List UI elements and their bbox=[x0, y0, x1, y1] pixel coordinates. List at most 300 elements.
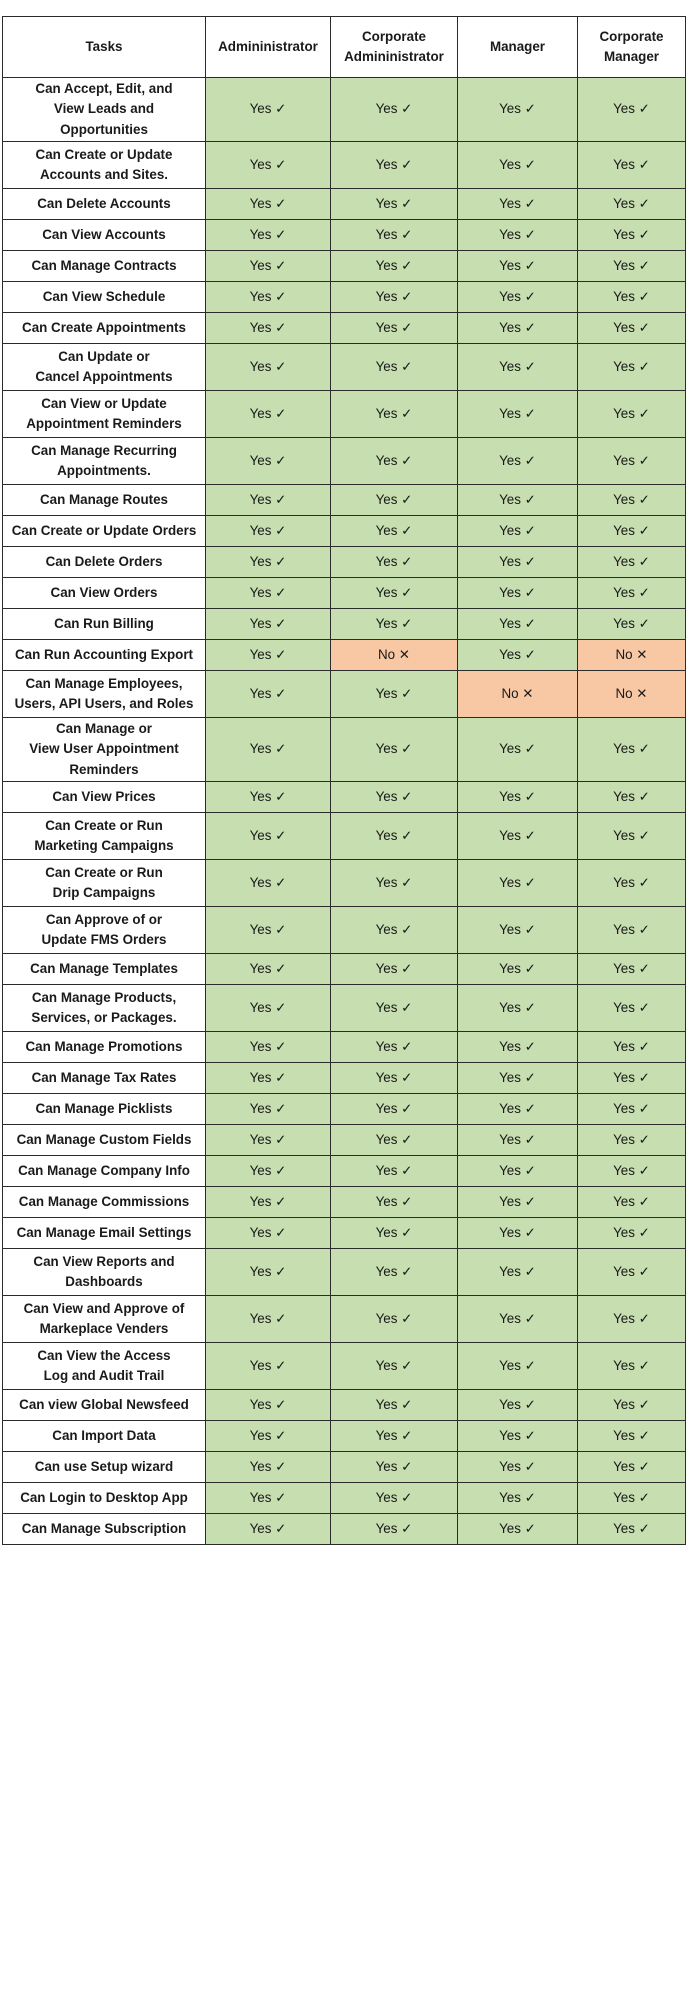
permission-cell-manager bbox=[458, 1063, 578, 1094]
table-row bbox=[3, 78, 686, 142]
permission-cell-corporate-administrator bbox=[331, 1390, 458, 1421]
permission-cell-manager bbox=[458, 578, 578, 609]
permission-yes-label: Yes ✓ bbox=[249, 874, 287, 890]
permission-cell-corporate-manager bbox=[578, 718, 686, 782]
header-corporate-administrator bbox=[331, 17, 458, 78]
permission-cell-administrator bbox=[206, 547, 331, 578]
permission-cell-manager bbox=[458, 1032, 578, 1063]
permission-yes-label: Yes ✓ bbox=[499, 553, 536, 569]
permission-cell-corporate-administrator bbox=[331, 1187, 458, 1218]
permission-cell-corporate-manager bbox=[578, 282, 686, 313]
header-label: Manager bbox=[489, 38, 546, 54]
permission-yes-label: Yes ✓ bbox=[499, 288, 536, 304]
permission-cell-administrator bbox=[206, 1390, 331, 1421]
permission-cell-corporate-administrator bbox=[331, 78, 458, 142]
table-row bbox=[3, 718, 686, 782]
permission-yes-label: Yes ✓ bbox=[375, 288, 413, 304]
table-row bbox=[3, 1156, 686, 1187]
table-row bbox=[3, 251, 686, 282]
permission-cell-corporate-manager bbox=[578, 578, 686, 609]
table-row bbox=[3, 516, 686, 547]
permission-yes-label: Yes ✓ bbox=[375, 553, 413, 569]
permission-cell-administrator bbox=[206, 1094, 331, 1125]
table-row bbox=[3, 485, 686, 516]
permission-yes-label: Yes ✓ bbox=[375, 685, 413, 701]
header-label: Corporate Manager bbox=[599, 28, 664, 64]
permission-yes-label: Yes ✓ bbox=[375, 1396, 413, 1412]
permission-cell-corporate-manager bbox=[578, 1452, 686, 1483]
permission-yes-label: Yes ✓ bbox=[499, 960, 536, 976]
permission-yes-label: Yes ✓ bbox=[375, 1069, 413, 1085]
permission-yes-label: Yes ✓ bbox=[613, 1038, 650, 1054]
permission-yes-label: Yes ✓ bbox=[613, 257, 650, 273]
permission-yes-label: Yes ✓ bbox=[375, 1357, 413, 1373]
permission-yes-label: Yes ✓ bbox=[249, 584, 287, 600]
permission-yes-label: Yes ✓ bbox=[249, 491, 287, 507]
permission-cell-corporate-administrator bbox=[331, 782, 458, 813]
permission-yes-label: Yes ✓ bbox=[249, 257, 287, 273]
permission-yes-label: Yes ✓ bbox=[499, 1357, 536, 1373]
permission-cell-manager bbox=[458, 907, 578, 954]
permission-yes-label: Yes ✓ bbox=[499, 921, 536, 937]
permission-yes-label: Yes ✓ bbox=[499, 1038, 536, 1054]
permission-cell-corporate-administrator bbox=[331, 1063, 458, 1094]
permission-cell-corporate-manager bbox=[578, 313, 686, 344]
permission-cell-administrator bbox=[206, 313, 331, 344]
permission-yes-label: Yes ✓ bbox=[375, 1489, 413, 1505]
task-cell: Can Manage Products, Services, or Packages. bbox=[3, 985, 206, 1032]
permission-yes-label: Yes ✓ bbox=[613, 1263, 650, 1279]
permission-cell-administrator bbox=[206, 344, 331, 391]
task-cell: Can Manage Email Settings bbox=[3, 1218, 206, 1249]
permission-cell-corporate-manager bbox=[578, 813, 686, 860]
task-cell: Can Manage Company Info bbox=[3, 1156, 206, 1187]
permission-yes-label: Yes ✓ bbox=[375, 827, 413, 843]
permission-yes-label: Yes ✓ bbox=[249, 615, 287, 631]
permission-cell-manager bbox=[458, 1343, 578, 1390]
permission-cell-corporate-manager bbox=[578, 1125, 686, 1156]
permission-cell-administrator bbox=[206, 1125, 331, 1156]
permission-yes-label: Yes ✓ bbox=[375, 921, 413, 937]
task-cell: Can Manage Subscription bbox=[3, 1514, 206, 1545]
permission-cell-manager bbox=[458, 516, 578, 547]
permission-yes-label: Yes ✓ bbox=[499, 491, 536, 507]
table-row bbox=[3, 1390, 686, 1421]
permission-yes-label: Yes ✓ bbox=[249, 1310, 287, 1326]
task-cell: Can Manage Tax Rates bbox=[3, 1063, 206, 1094]
permission-cell-administrator bbox=[206, 1452, 331, 1483]
permission-yes-label: Yes ✓ bbox=[613, 999, 650, 1015]
permission-yes-label: Yes ✓ bbox=[249, 1100, 287, 1116]
permission-yes-label: Yes ✓ bbox=[613, 226, 650, 242]
permission-cell-administrator bbox=[206, 516, 331, 547]
permission-yes-label: Yes ✓ bbox=[249, 1224, 287, 1240]
task-cell: Can Create or Update Accounts and Sites. bbox=[3, 142, 206, 189]
permission-yes-label: Yes ✓ bbox=[613, 921, 650, 937]
permission-yes-label: Yes ✓ bbox=[499, 1458, 536, 1474]
permission-cell-corporate-manager bbox=[578, 485, 686, 516]
permission-yes-label: Yes ✓ bbox=[499, 358, 536, 374]
permission-yes-label: Yes ✓ bbox=[249, 405, 287, 421]
permission-yes-label: Yes ✓ bbox=[613, 1458, 650, 1474]
permission-cell-corporate-manager bbox=[578, 1156, 686, 1187]
permission-yes-label: Yes ✓ bbox=[249, 452, 287, 468]
permission-yes-label: Yes ✓ bbox=[249, 156, 287, 172]
permission-cell-manager bbox=[458, 1187, 578, 1218]
permission-cell-administrator bbox=[206, 189, 331, 220]
permission-yes-label: Yes ✓ bbox=[499, 999, 536, 1015]
task-cell: Can use Setup wizard bbox=[3, 1452, 206, 1483]
permission-yes-label: Yes ✓ bbox=[613, 553, 650, 569]
permission-yes-label: Yes ✓ bbox=[499, 874, 536, 890]
permission-yes-label: Yes ✓ bbox=[375, 584, 413, 600]
table-row bbox=[3, 344, 686, 391]
permission-yes-label: Yes ✓ bbox=[613, 1131, 650, 1147]
permission-cell-administrator bbox=[206, 1063, 331, 1094]
task-cell: Can Manage Routes bbox=[3, 485, 206, 516]
task-cell: Can View Prices bbox=[3, 782, 206, 813]
permission-yes-label: Yes ✓ bbox=[613, 319, 650, 335]
permission-yes-label: Yes ✓ bbox=[249, 1038, 287, 1054]
permission-cell-manager bbox=[458, 671, 578, 718]
permission-cell-manager bbox=[458, 391, 578, 438]
task-cell: Can Accept, Edit, and View Leads and Opportunities bbox=[3, 78, 206, 142]
header-label: Tasks bbox=[85, 38, 123, 54]
permission-cell-corporate-administrator bbox=[331, 954, 458, 985]
permission-cell-corporate-manager bbox=[578, 1063, 686, 1094]
permission-yes-label: Yes ✓ bbox=[249, 646, 287, 662]
permission-yes-label: Yes ✓ bbox=[249, 1193, 287, 1209]
permission-yes-label: Yes ✓ bbox=[375, 101, 413, 117]
permission-cell-manager bbox=[458, 547, 578, 578]
permission-cell-corporate-administrator bbox=[331, 251, 458, 282]
table-row bbox=[3, 547, 686, 578]
permission-yes-label: Yes ✓ bbox=[613, 156, 650, 172]
permission-cell-corporate-administrator bbox=[331, 1343, 458, 1390]
permission-cell-corporate-manager bbox=[578, 985, 686, 1032]
permission-cell-manager bbox=[458, 718, 578, 782]
permission-cell-corporate-manager bbox=[578, 860, 686, 907]
permission-cell-corporate-administrator bbox=[331, 282, 458, 313]
permission-cell-administrator bbox=[206, 1156, 331, 1187]
permission-no-label: No ✕ bbox=[377, 646, 411, 662]
table-row bbox=[3, 985, 686, 1032]
permission-cell-corporate-manager bbox=[578, 220, 686, 251]
permission-cell-corporate-administrator bbox=[331, 671, 458, 718]
task-cell: Can Approve of or Update FMS Orders bbox=[3, 907, 206, 954]
permission-yes-label: Yes ✓ bbox=[249, 741, 287, 757]
permission-cell-corporate-manager bbox=[578, 78, 686, 142]
permission-cell-corporate-administrator bbox=[331, 578, 458, 609]
task-cell: Can Delete Accounts bbox=[3, 189, 206, 220]
permission-yes-label: Yes ✓ bbox=[375, 1131, 413, 1147]
permission-cell-corporate-administrator bbox=[331, 313, 458, 344]
permission-yes-label: Yes ✓ bbox=[499, 1162, 536, 1178]
permission-cell-manager bbox=[458, 344, 578, 391]
permission-cell-corporate-administrator bbox=[331, 1452, 458, 1483]
permission-yes-label: Yes ✓ bbox=[613, 1396, 650, 1412]
table-row bbox=[3, 1218, 686, 1249]
permission-yes-label: Yes ✓ bbox=[249, 1427, 287, 1443]
permission-yes-label: Yes ✓ bbox=[375, 156, 413, 172]
permission-yes-label: Yes ✓ bbox=[375, 999, 413, 1015]
permission-yes-label: Yes ✓ bbox=[375, 960, 413, 976]
permission-cell-corporate-administrator bbox=[331, 1421, 458, 1452]
permission-yes-label: Yes ✓ bbox=[613, 1224, 650, 1240]
permission-yes-label: Yes ✓ bbox=[613, 1162, 650, 1178]
permission-cell-corporate-manager bbox=[578, 142, 686, 189]
permission-yes-label: Yes ✓ bbox=[375, 358, 413, 374]
permission-yes-label: Yes ✓ bbox=[375, 1427, 413, 1443]
permission-cell-corporate-manager bbox=[578, 640, 686, 671]
task-cell: Can View Reports and Dashboards bbox=[3, 1249, 206, 1296]
permission-yes-label: Yes ✓ bbox=[375, 741, 413, 757]
permission-cell-corporate-administrator bbox=[331, 1032, 458, 1063]
permission-cell-administrator bbox=[206, 813, 331, 860]
permission-cell-corporate-administrator bbox=[331, 391, 458, 438]
table-row bbox=[3, 640, 686, 671]
permission-yes-label: Yes ✓ bbox=[375, 319, 413, 335]
permission-cell-corporate-administrator bbox=[331, 516, 458, 547]
table-row bbox=[3, 282, 686, 313]
permission-yes-label: Yes ✓ bbox=[613, 584, 650, 600]
permission-yes-label: Yes ✓ bbox=[499, 1100, 536, 1116]
permission-cell-corporate-administrator bbox=[331, 1218, 458, 1249]
permission-cell-corporate-manager bbox=[578, 438, 686, 485]
permission-cell-administrator bbox=[206, 438, 331, 485]
permission-cell-corporate-manager bbox=[578, 954, 686, 985]
task-cell: Can Manage Templates bbox=[3, 954, 206, 985]
task-cell: Can Import Data bbox=[3, 1421, 206, 1452]
permission-cell-corporate-manager bbox=[578, 1032, 686, 1063]
permission-yes-label: Yes ✓ bbox=[499, 452, 536, 468]
permission-yes-label: Yes ✓ bbox=[249, 522, 287, 538]
permission-yes-label: Yes ✓ bbox=[249, 1396, 287, 1412]
permission-cell-corporate-manager bbox=[578, 344, 686, 391]
permission-yes-label: Yes ✓ bbox=[375, 257, 413, 273]
permission-cell-corporate-administrator bbox=[331, 485, 458, 516]
permission-yes-label: Yes ✓ bbox=[249, 788, 287, 804]
permission-cell-administrator bbox=[206, 578, 331, 609]
table-row bbox=[3, 1125, 686, 1156]
permission-cell-manager bbox=[458, 251, 578, 282]
permission-cell-manager bbox=[458, 1390, 578, 1421]
permission-yes-label: Yes ✓ bbox=[499, 1489, 536, 1505]
permission-yes-label: Yes ✓ bbox=[613, 1520, 650, 1536]
permission-cell-administrator bbox=[206, 251, 331, 282]
table-row bbox=[3, 1032, 686, 1063]
header-corporate-manager bbox=[578, 17, 686, 78]
permission-cell-corporate-manager bbox=[578, 1249, 686, 1296]
task-cell: Can Create or Run Marketing Campaigns bbox=[3, 813, 206, 860]
header-label: Corporate Admininistrator bbox=[344, 28, 444, 64]
permission-yes-label: Yes ✓ bbox=[499, 195, 536, 211]
permission-cell-corporate-administrator bbox=[331, 142, 458, 189]
permission-cell-corporate-manager bbox=[578, 1421, 686, 1452]
permission-cell-administrator bbox=[206, 485, 331, 516]
permission-yes-label: Yes ✓ bbox=[499, 257, 536, 273]
header-tasks bbox=[3, 17, 206, 78]
permission-cell-manager bbox=[458, 1296, 578, 1343]
permission-no-label: No ✕ bbox=[615, 646, 648, 662]
permission-yes-label: Yes ✓ bbox=[613, 195, 650, 211]
permission-yes-label: Yes ✓ bbox=[375, 1193, 413, 1209]
permission-yes-label: Yes ✓ bbox=[375, 1224, 413, 1240]
permission-yes-label: Yes ✓ bbox=[499, 1193, 536, 1209]
table-row bbox=[3, 313, 686, 344]
permission-no-label: No ✕ bbox=[615, 685, 648, 701]
table-body bbox=[3, 78, 686, 1545]
permission-cell-administrator bbox=[206, 907, 331, 954]
permission-cell-corporate-administrator bbox=[331, 1296, 458, 1343]
permission-yes-label: Yes ✓ bbox=[613, 358, 650, 374]
permission-cell-manager bbox=[458, 313, 578, 344]
permission-cell-manager bbox=[458, 1483, 578, 1514]
permission-cell-manager bbox=[458, 142, 578, 189]
permission-cell-corporate-administrator bbox=[331, 907, 458, 954]
permission-yes-label: Yes ✓ bbox=[613, 1193, 650, 1209]
table-row bbox=[3, 1094, 686, 1125]
permission-yes-label: Yes ✓ bbox=[613, 615, 650, 631]
permission-cell-manager bbox=[458, 1514, 578, 1545]
permission-yes-label: Yes ✓ bbox=[375, 1310, 413, 1326]
permission-yes-label: Yes ✓ bbox=[499, 226, 536, 242]
permission-cell-corporate-administrator bbox=[331, 438, 458, 485]
permission-cell-corporate-manager bbox=[578, 671, 686, 718]
table-row bbox=[3, 1483, 686, 1514]
task-cell: Can Run Billing bbox=[3, 609, 206, 640]
task-cell: Can Create Appointments bbox=[3, 313, 206, 344]
permission-yes-label: Yes ✓ bbox=[375, 452, 413, 468]
permission-yes-label: Yes ✓ bbox=[249, 1458, 287, 1474]
permission-cell-manager bbox=[458, 282, 578, 313]
table-row bbox=[3, 907, 686, 954]
permission-yes-label: Yes ✓ bbox=[613, 1069, 650, 1085]
permission-yes-label: Yes ✓ bbox=[375, 522, 413, 538]
permission-cell-administrator bbox=[206, 1218, 331, 1249]
permission-cell-corporate-manager bbox=[578, 1094, 686, 1125]
task-cell: Can Manage Recurring Appointments. bbox=[3, 438, 206, 485]
table-row bbox=[3, 1514, 686, 1545]
permission-cell-manager bbox=[458, 220, 578, 251]
permission-yes-label: Yes ✓ bbox=[499, 584, 536, 600]
permission-cell-corporate-administrator bbox=[331, 1125, 458, 1156]
task-cell: Can View Accounts bbox=[3, 220, 206, 251]
table-row bbox=[3, 1452, 686, 1483]
task-cell: Can view Global Newsfeed bbox=[3, 1390, 206, 1421]
permission-yes-label: Yes ✓ bbox=[249, 1131, 287, 1147]
permission-cell-corporate-manager bbox=[578, 189, 686, 220]
permission-yes-label: Yes ✓ bbox=[499, 1427, 536, 1443]
permission-cell-corporate-administrator bbox=[331, 344, 458, 391]
permission-yes-label: Yes ✓ bbox=[499, 1263, 536, 1279]
permission-yes-label: Yes ✓ bbox=[375, 195, 413, 211]
table-row bbox=[3, 813, 686, 860]
permission-cell-corporate-manager bbox=[578, 907, 686, 954]
task-cell: Can Run Accounting Export bbox=[3, 640, 206, 671]
permission-yes-label: Yes ✓ bbox=[499, 615, 536, 631]
permission-yes-label: Yes ✓ bbox=[375, 491, 413, 507]
task-cell: Can View the Access Log and Audit Trail bbox=[3, 1343, 206, 1390]
permission-cell-administrator bbox=[206, 1249, 331, 1296]
permission-yes-label: Yes ✓ bbox=[499, 1520, 536, 1536]
permission-cell-corporate-administrator bbox=[331, 609, 458, 640]
permission-yes-label: Yes ✓ bbox=[499, 101, 536, 117]
permission-yes-label: Yes ✓ bbox=[613, 1310, 650, 1326]
permission-cell-corporate-administrator bbox=[331, 547, 458, 578]
permission-yes-label: Yes ✓ bbox=[249, 553, 287, 569]
permission-yes-label: Yes ✓ bbox=[613, 491, 650, 507]
permission-yes-label: Yes ✓ bbox=[249, 960, 287, 976]
permission-cell-administrator bbox=[206, 142, 331, 189]
permission-yes-label: Yes ✓ bbox=[375, 1263, 413, 1279]
permission-cell-corporate-administrator bbox=[331, 1156, 458, 1187]
permission-yes-label: Yes ✓ bbox=[613, 452, 650, 468]
permission-cell-administrator bbox=[206, 1343, 331, 1390]
table-row bbox=[3, 142, 686, 189]
task-cell: Can Manage Picklists bbox=[3, 1094, 206, 1125]
permission-no-label: No ✕ bbox=[501, 685, 534, 701]
permission-yes-label: Yes ✓ bbox=[613, 741, 650, 757]
permission-yes-label: Yes ✓ bbox=[499, 1396, 536, 1412]
permission-cell-corporate-manager bbox=[578, 1483, 686, 1514]
header-administrator bbox=[206, 17, 331, 78]
task-cell: Can Manage Promotions bbox=[3, 1032, 206, 1063]
permission-cell-manager bbox=[458, 1249, 578, 1296]
table-row bbox=[3, 1063, 686, 1094]
permission-cell-administrator bbox=[206, 1296, 331, 1343]
permission-cell-administrator bbox=[206, 1483, 331, 1514]
task-cell: Can Manage Employees, Users, API Users, and Roles bbox=[3, 671, 206, 718]
permission-cell-manager bbox=[458, 782, 578, 813]
permission-cell-corporate-administrator bbox=[331, 1483, 458, 1514]
permission-cell-administrator bbox=[206, 671, 331, 718]
permission-yes-label: Yes ✓ bbox=[375, 1458, 413, 1474]
permission-cell-manager bbox=[458, 813, 578, 860]
permission-yes-label: Yes ✓ bbox=[375, 405, 413, 421]
permission-yes-label: Yes ✓ bbox=[249, 1489, 287, 1505]
permission-cell-corporate-administrator bbox=[331, 1249, 458, 1296]
permission-yes-label: Yes ✓ bbox=[613, 1100, 650, 1116]
permission-yes-label: Yes ✓ bbox=[499, 1131, 536, 1147]
permission-cell-administrator bbox=[206, 391, 331, 438]
permission-yes-label: Yes ✓ bbox=[499, 1224, 536, 1240]
permission-yes-label: Yes ✓ bbox=[375, 874, 413, 890]
permission-cell-manager bbox=[458, 1156, 578, 1187]
permission-cell-corporate-manager bbox=[578, 1296, 686, 1343]
permission-cell-administrator bbox=[206, 78, 331, 142]
task-cell: Can View Schedule bbox=[3, 282, 206, 313]
task-cell: Can Delete Orders bbox=[3, 547, 206, 578]
permission-cell-corporate-manager bbox=[578, 1187, 686, 1218]
permission-cell-manager bbox=[458, 189, 578, 220]
permission-yes-label: Yes ✓ bbox=[249, 288, 287, 304]
table-row bbox=[3, 1421, 686, 1452]
permission-cell-corporate-administrator bbox=[331, 985, 458, 1032]
permission-yes-label: Yes ✓ bbox=[613, 1427, 650, 1443]
permission-cell-corporate-manager bbox=[578, 1343, 686, 1390]
permission-cell-corporate-manager bbox=[578, 516, 686, 547]
header-manager bbox=[458, 17, 578, 78]
permission-cell-manager bbox=[458, 860, 578, 907]
permission-cell-manager bbox=[458, 438, 578, 485]
permission-yes-label: Yes ✓ bbox=[499, 827, 536, 843]
permission-cell-manager bbox=[458, 640, 578, 671]
permission-cell-corporate-manager bbox=[578, 547, 686, 578]
permission-cell-manager bbox=[458, 1125, 578, 1156]
permission-cell-corporate-manager bbox=[578, 782, 686, 813]
table-row bbox=[3, 1249, 686, 1296]
